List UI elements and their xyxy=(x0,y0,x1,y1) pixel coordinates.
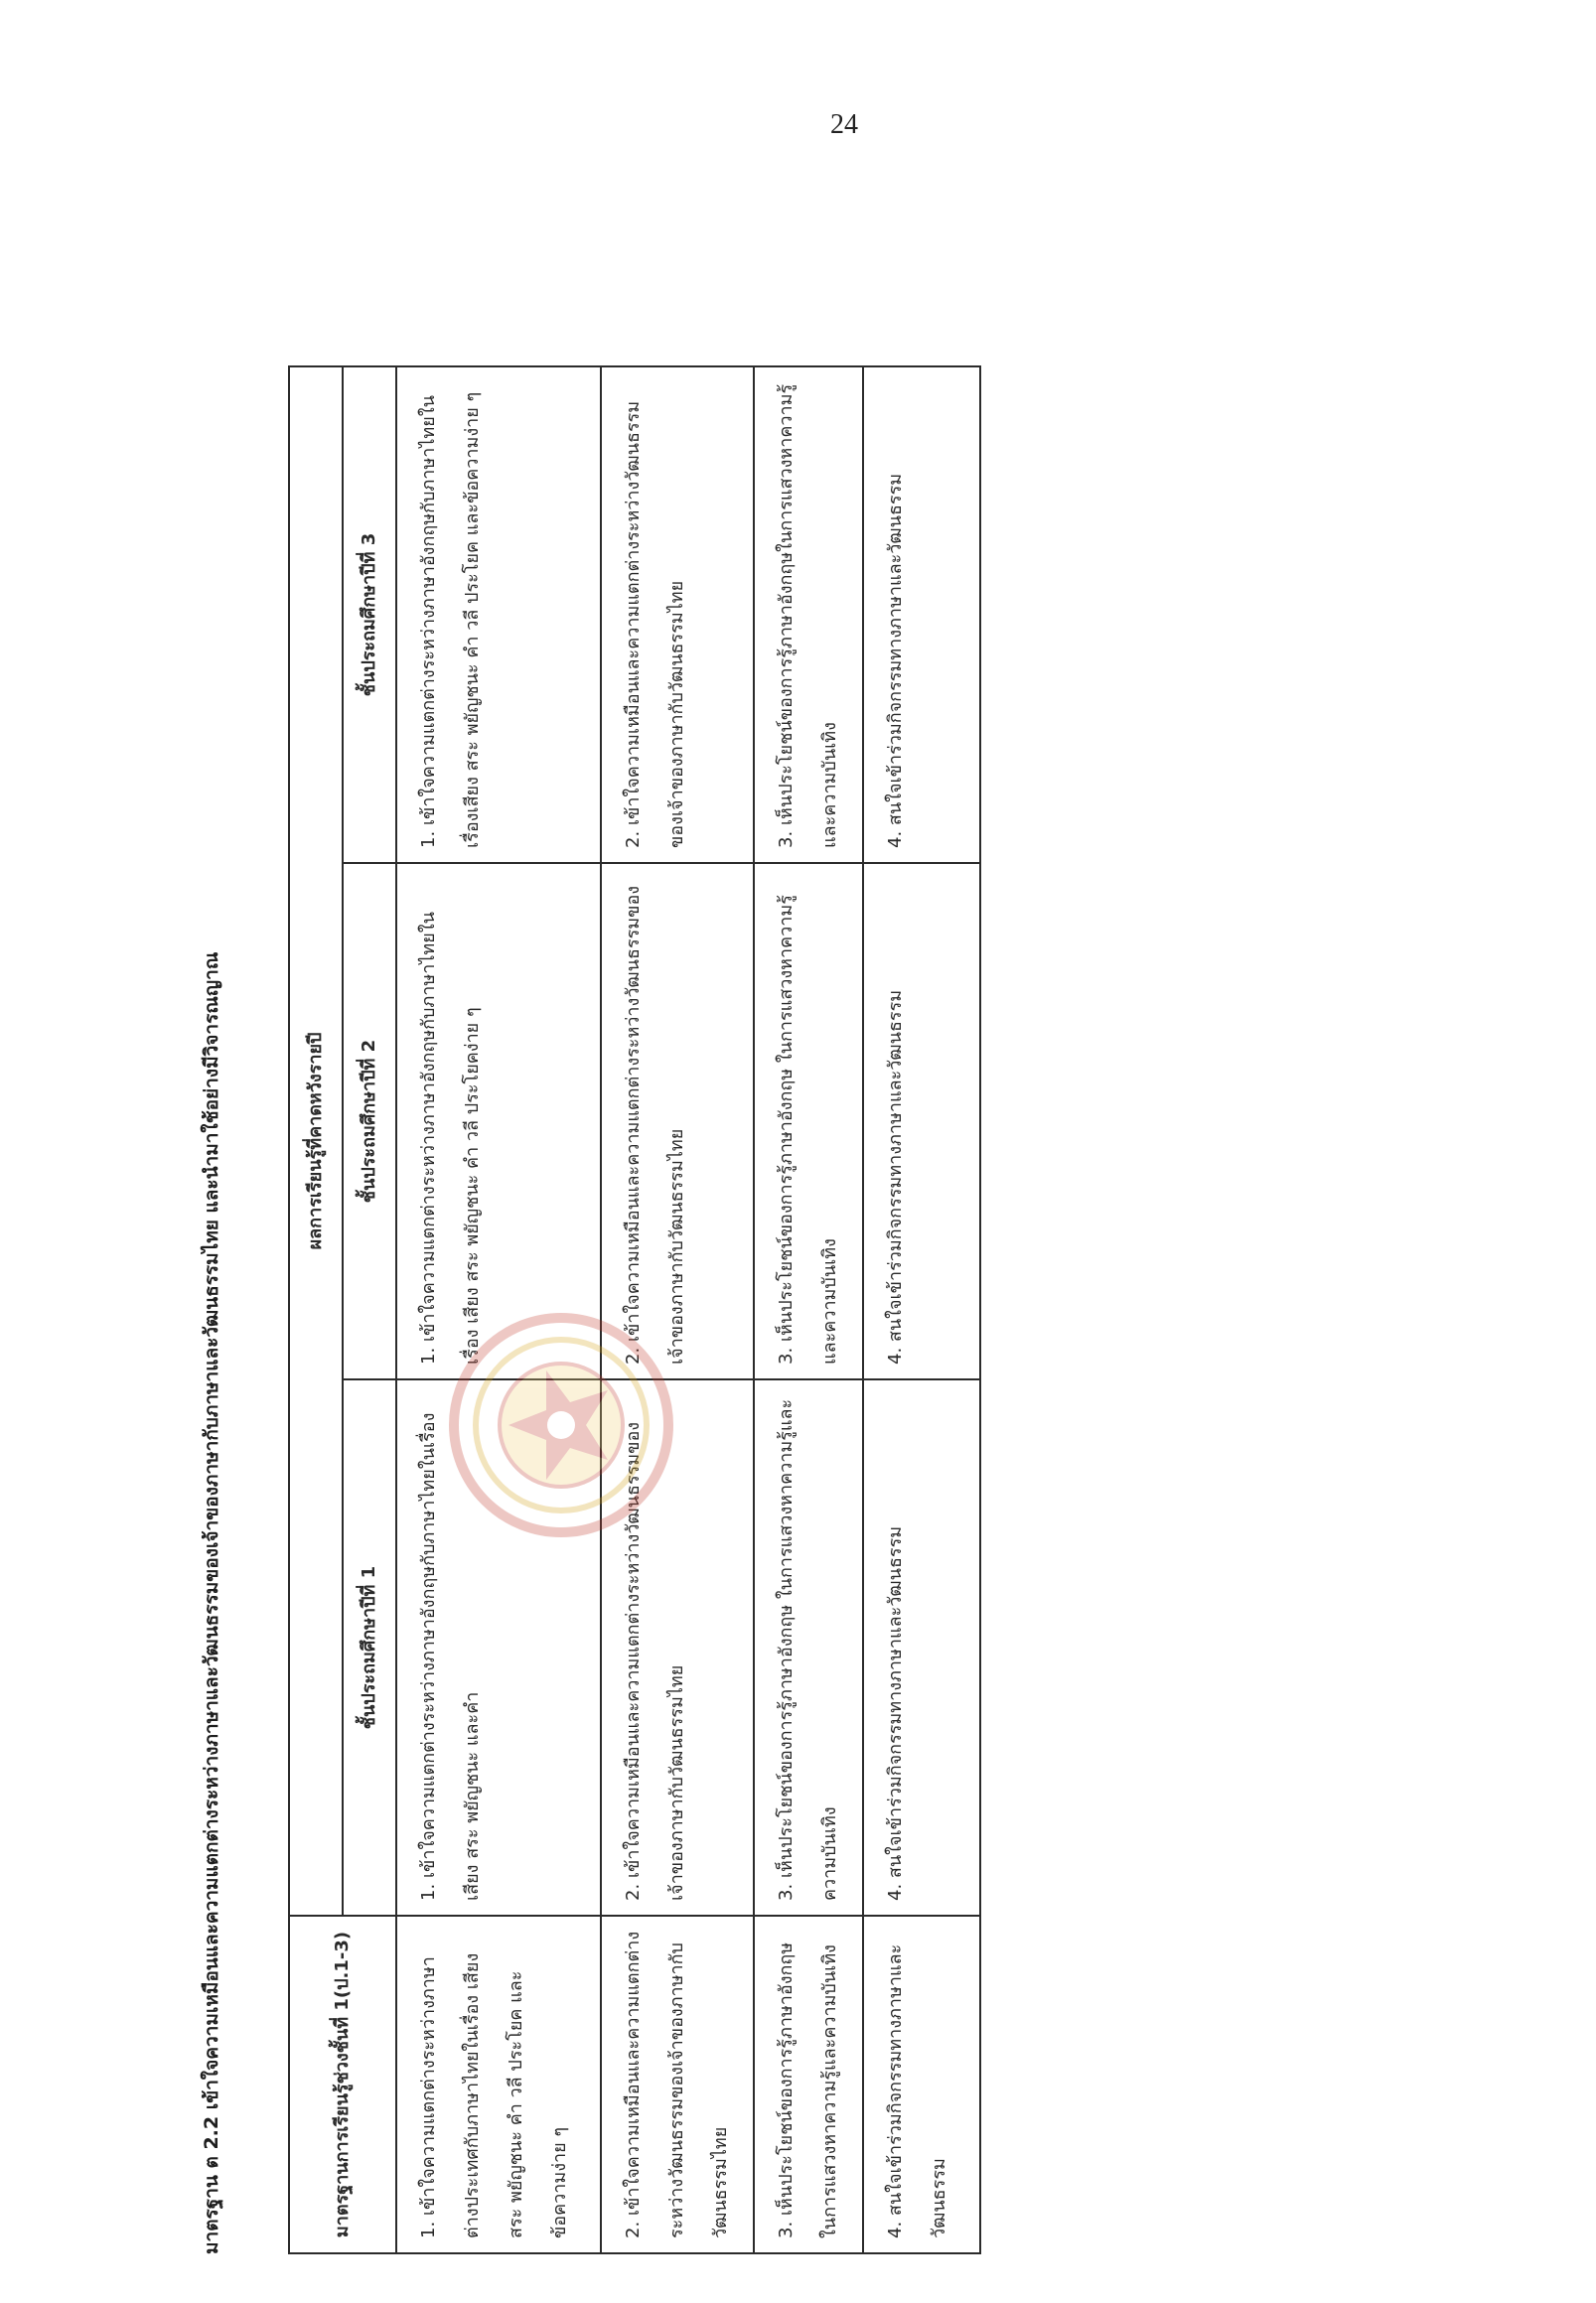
table-row xyxy=(754,366,863,2253)
header-grade-2: ชั้นประถมศึกษาปีที่ 2 xyxy=(343,863,396,1379)
table-row xyxy=(863,366,980,2253)
standard-cell: 2. เข้าใจความเหมือนและความแตกต่างระหว่างวัฒนธรรมของเจ้าของภาษากับวัฒนธรรมไทย xyxy=(601,1916,754,2253)
grade3-cell: 3. เห็นประโยชน์ของการรู้ภาษาอังกฤษในการแสวงหาความรู้และความบันเทิง xyxy=(754,366,863,863)
standard-title: มาตรฐาน ต 2.2 เข้าใจความเหมือนและความแตกต่างระหว่างภาษาและวัฒนธรรมของเจ้าของภาษากับภาษาและวัฒนธรรมไทย และนำมาใช้อย่างมีวิจารณญาณ xyxy=(201,951,222,2254)
header-standard: มาตรฐานการเรียนรู้ช่วงชั้นที่ 1(ป.1-3) xyxy=(289,1916,396,2253)
standard-cell: 3. เห็นประโยชน์ของการรู้ภาษาอังกฤษในการแสวงหาความรู้และความบันเทิง xyxy=(754,1916,863,2253)
standard-cell: 4. สนใจเข้าร่วมกิจกรรมทางภาษาและวัฒนธรรม xyxy=(863,1916,980,2253)
grade3-cell: 2. เข้าใจความเหมือนและความแตกต่างระหว่างวัฒนธรรมของเจ้าของภาษากับวัฒนธรรมไทย xyxy=(601,366,754,863)
header-grade-1: ชั้นประถมศึกษาปีที่ 1 xyxy=(343,1379,396,1916)
page-number: 24 xyxy=(830,109,858,140)
grade1-cell: 4. สนใจเข้าร่วมกิจกรรมทางภาษาและวัฒนธรรม xyxy=(863,1379,980,1916)
rotated-content xyxy=(189,218,1192,2274)
header-grade-3: ชั้นประถมศึกษาปีที่ 3 xyxy=(343,366,396,863)
table-row xyxy=(396,366,601,2253)
header-expected-outcomes: ผลการเรียนรู้ที่คาดหวังรายปี xyxy=(289,366,343,1916)
grade2-cell: 1. เข้าใจความแตกต่างระหว่างภาษาอังกฤษกับภาษาไทยในเรื่อง เสียง สระ พยัญชนะ คำ วลี ประโยคง่าย ๆ xyxy=(396,863,601,1379)
grade1-cell: 3. เห็นประโยชน์ของการรู้ภาษาอังกฤษ ในการแสวงหาความรู้และความบันเทิง xyxy=(754,1379,863,1916)
grade1-cell: 2. เข้าใจความเหมือนและความแตกต่างระหว่างวัฒนธรรมของเจ้าของภาษากับวัฒนธรรมไทย xyxy=(601,1379,754,1916)
table-row xyxy=(601,366,754,2253)
grade3-cell: 1. เข้าใจความแตกต่างระหว่างภาษาอังกฤษกับภาษาไทยในเรื่องเสียง สระ พยัญชนะ คำ วลี ประโยค และข้อความง่าย ๆ xyxy=(396,366,601,863)
grade1-cell: 1. เข้าใจความแตกต่างระหว่างภาษาอังกฤษกับภาษาไทยในเรื่อง เสียง สระ พยัญชนะ และคำ xyxy=(396,1379,601,1916)
grade2-cell: 2. เข้าใจความเหมือนและความแตกต่างระหว่างวัฒนธรรมของเจ้าของภาษากับวัฒนธรรมไทย xyxy=(601,863,754,1379)
learning-standards-table xyxy=(288,365,981,2254)
grade2-cell: 3. เห็นประโยชน์ของการรู้ภาษาอังกฤษ ในการแสวงหาความรู้และความบันเทิง xyxy=(754,863,863,1379)
grade2-cell: 4. สนใจเข้าร่วมกิจกรรมทางภาษาและวัฒนธรรม xyxy=(863,863,980,1379)
grade3-cell: 4. สนใจเข้าร่วมกิจกรรมทางภาษาและวัฒนธรรม xyxy=(863,366,980,863)
standard-cell: 1. เข้าใจความแตกต่างระหว่างภาษาต่างประเทศกับภาษาไทยในเรื่อง เสียง สระ พยัญชนะ คำ วลี ประโยค และข้อความง่าย ๆ xyxy=(396,1916,601,2253)
table-header-row xyxy=(289,366,343,2253)
